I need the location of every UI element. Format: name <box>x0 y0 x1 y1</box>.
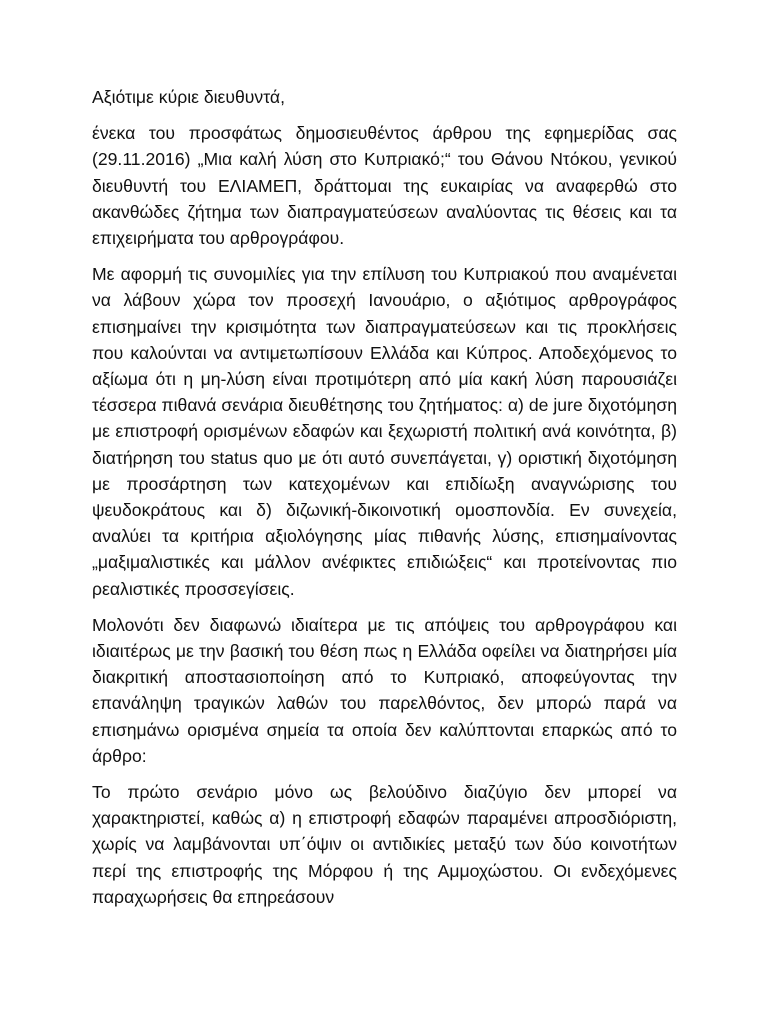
paragraph-first-scenario: Το πρώτο σενάριο μόνο ως βελούδινο διαζύγιο δεν μπορεί να χαρακτηριστεί, καθώς α) η επιστροφή εδαφών παραμένει απροσδιόριστη, χωρίς να λαμβάνονται υπ΄όψιν οι αντιδικίες μεταξύ των δύο κοινοτήτων περί της επιστροφής της Μόρφου ή της Αμμοχώστου. Οι ενδεχόμενες παραχωρήσεις θα επηρεάσουν <box>92 782 677 907</box>
paragraph-intro: ένεκα του προσφάτως δημοσιευθέντος άρθρου της εφημερίδας σας (29.11.2016) „Μια καλή λύση στο Κυπριακό;“ του Θάνου Ντόκου, γενικού διευθυντή του ΕΛΙΑΜΕΠ, δράττομαι της ευκαιρίας να αναφερθώ στο ακανθώδες ζήτημα των διαπραγματεύσεων αναλύοντας τις θέσεις και τα επιχειρήματα του αρθρογράφου. <box>92 123 677 249</box>
salutation: Αξιότιμε κύριε διευθυντά, <box>92 87 285 107</box>
letter-body <box>92 84 677 920</box>
paragraph-scenarios: Με αφορμή τις συνομιλίες για την επίλυση του Κυπριακού που αναμένεται να λάβουν χώρα τον προσεχή Ιανουάριο, ο αξιότιμος αρθρογράφος επισημαίνει την κρισιμότητα των διαπραγματεύσεων και τις προκλήσεις που καλούνται να αντιμετωπίσουν Ελλάδα και Κύπρος. Αποδεχόμενος το αξίωμα ότι η μη-λύση είναι προτιμότερη από μία κακή λύση παρουσιάζει τέσσερα πιθανά σενάρια διευθέτησης του ζητήματος: α) de jure διχοτόμηση με επιστροφή ορισμένων εδαφών και ξεχωριστή πολιτική ανά κοινότητα, β) διατήρηση του status quo με ότι αυτό συνεπάγεται, γ) οριστική διχοτόμηση με προσάρτηση των κατεχομένων και επιδίωξη αναγνώρισης του ψευδοκράτους και δ) διζωνική-δικοινοτική ομοσπονδία. Εν συνεχεία, αναλύει τα κριτήρια αξιολόγησης μίας πιθανής λύσης, επισημαίνοντας „μαξιμαλιστικές και μάλλον ανέφικτες επιδιώξεις“ και προτείνοντας πιο ρεαλιστικές προσσεγίσεις. <box>92 264 677 599</box>
paragraph-disagreement: Μολονότι δεν διαφωνώ ιδιαίτερα με τις απόψεις του αρθρογράφου και ιδιαιτέρως με την βασική του θέση πως η Ελλάδα οφείλει να διατηρήσει μία διακριτική αποστασιοποίηση από το Κυπριακό, αποφεύγοντας την επανάληψη τραγικών λαθών του παρελθόντος, δεν μπορώ παρά να επισημάνω ορισμένα σημεία τα οποία δεν καλύπτονται επαρκώς από το άρθρο: <box>92 614 677 766</box>
